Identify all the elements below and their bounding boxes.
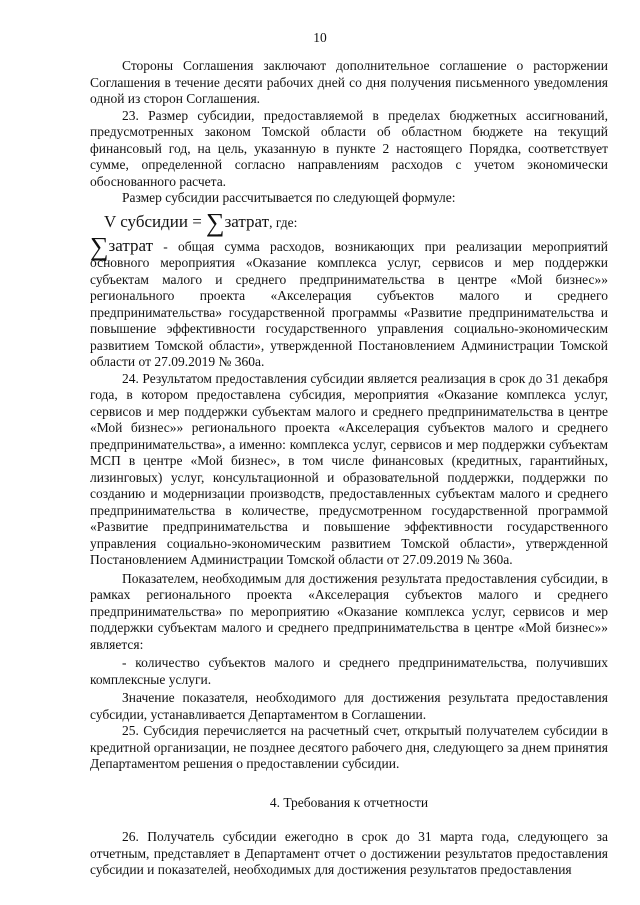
paragraph-26: 26. Получатель субсидии ежегодно в срок до 31 марта года, следующего за отчетным, представляет в Департамент отчет о достижении результатов предоставления субсидии и показателей, необходимых для достижения результатов предоставления xyxy=(90,829,608,877)
document-body xyxy=(90,58,608,879)
subsidy-formula xyxy=(104,207,608,237)
paragraph-termination: Стороны Соглашения заключают дополнительное соглашение о расторжении Соглашения в течение десяти рабочих дней со дня получения письменного уведомления одной из сторон Соглашения. xyxy=(90,58,608,106)
formula-term: затрат xyxy=(224,211,270,231)
sum-definition xyxy=(90,231,608,371)
paragraph-indicator: Показателем, необходимым для достижения результата предоставления субсидии, в рамках регионального проекта «Акселерация субъектов малого и среднего предпринимательства» по мероприятию «Оказание комплекса услуг, сервисов и мер поддержки субъектам малого и среднего предпринимательства в центре «Мой бизнес»» является: xyxy=(90,570,608,652)
page-number: 10 xyxy=(313,30,327,45)
sigma-symbol-2: ∑ xyxy=(90,231,109,261)
paragraph-indicator-value: Значение показателя, необходимого для достижения результата предоставления субсидии, устанавливается Департаментом в Соглашении. xyxy=(90,690,608,722)
paragraph-indicator-item: - количество субъектов малого и среднего предпринимательства, получивших комплексные услуги. xyxy=(90,655,608,687)
paragraph-formula-intro: Размер субсидии рассчитывается по следующей формуле: xyxy=(122,190,456,205)
sum-definition-text: - общая сумма расходов, возникающих при реализации мероприятий основного мероприятия «Оказание комплекса услуг, сервисов и мер поддержки субъектам малого и среднего предпринимательства в центре «Мой бизнес»» регионального проекта «Акселерация субъектов малого и среднего предпринимательства» государственной программы «Развитие предпринимательства и повышение эффективности государственного управления социально-экономическим развитием Томской области», утвержденной Постановлением Администрации Томской области от 27.09.2019 № 360а. xyxy=(90,238,608,369)
formula-suffix: , где: xyxy=(269,214,298,230)
formula-lhs: V субсидии = xyxy=(104,211,207,231)
sum-term: затрат xyxy=(108,235,154,255)
paragraph-25: 25. Субсидия перечисляется на расчетный счет, открытый получателем субсидии в кредитной организации, не позднее десятого рабочего дня, следующего за днем принятия Департаментом решения о предоставлении субсидии. xyxy=(90,723,608,771)
paragraph-24: 24. Результатом предоставления субсидии является реализация в срок до 31 декабря года, в котором предоставлена субсидия, мероприятия «Оказание комплекса услуг, сервисов и мер поддержки субъектам малого и среднего предпринимательства в центре «Мой бизнес»» регионального проекта «Акселерация субъектов малого и среднего предпринимательства», а именно: комплекса услуг, сервисов и мер поддержки субъектам МСП в центре «Мой бизнес», в том числе финансовых (кредитных, гарантийных, лизинговых) услуг, консультационной и образовательной поддержки, поддержки по созданию и модернизации производств, предоставленных субъектам малого и среднего предпринимательства в количестве, предусмотренном государственной программой «Развитие предпринимательства и повышение эффективности государственного управления социально-экономическим развитием Томской области», утвержденной Постановлением Администрации Томской области от 27.09.2019 № 360а. xyxy=(90,370,608,567)
section-heading: 4. Требования к отчетности xyxy=(269,794,429,810)
sigma-symbol: ∑ xyxy=(206,207,225,237)
paragraph-23: 23. Размер субсидии, предоставляемой в пределах бюджетных ассигнований, предусмотренных законом Томской области об областном бюджете на текущий финансовый год, на цель, указанную в пункте 2 настоящего Порядка, соответствует сумме, определенной согласно направлениям расходов с учетом экономически обоснованного расчета. xyxy=(90,107,608,189)
